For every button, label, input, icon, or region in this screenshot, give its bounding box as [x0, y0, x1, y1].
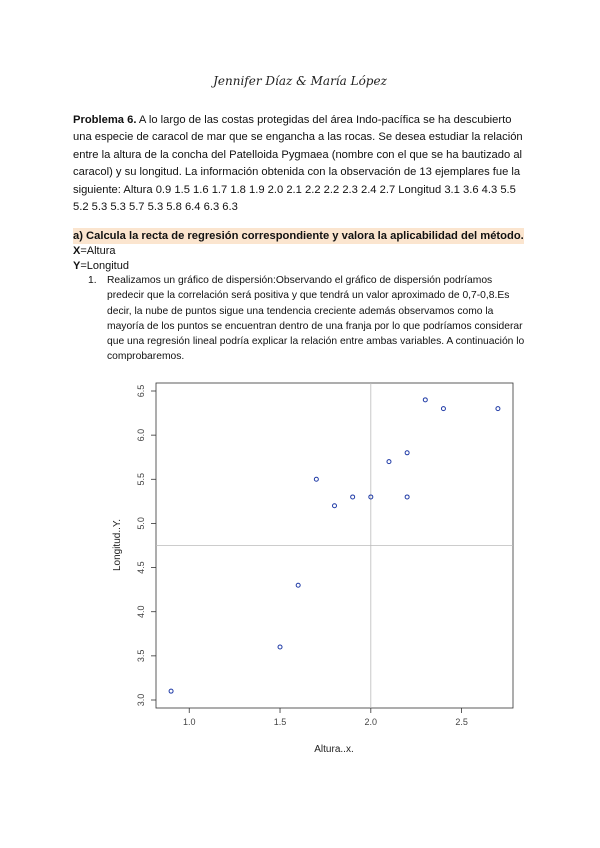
variable-y-key: Y	[73, 260, 81, 272]
list-item-text: Realizamos un gráfico de dispersión:Observando el gráfico de dispersión podríamos predecir que la correlación será positiva y que tendrá un valor aproximado de 0,7-0,8.Es decir, la nube de puntos sigue una tendencia creciente además observamos como la mayoría de los puntos se encuentran dentro de una franja por lo que podríamos considerar que una regresión lineal podría explicar la relación entre ambas variables. A continuación lo comprobaremos.	[107, 275, 525, 363]
x-tick-label: 1.5	[273, 717, 287, 727]
x-tick-label: 1.0	[182, 717, 196, 727]
y-tick-label: 3.5	[136, 649, 146, 663]
list-item-number: 1.	[88, 275, 97, 286]
y-tick-label: 5.5	[136, 473, 146, 486]
y-axis-label: Longitud..Y.	[112, 518, 123, 572]
data-point	[296, 583, 300, 587]
data-point	[314, 477, 318, 481]
x-tick-label: 2.5	[455, 717, 468, 727]
y-tick-label: 4.0	[136, 605, 146, 618]
x-axis-label: Altura..x.	[314, 744, 354, 755]
variable-x-value: =Altura	[80, 245, 116, 257]
y-tick-label: 3.0	[136, 693, 146, 707]
problem-text: A lo largo de las costas protegidas del área Indo-pacífica se ha descubierto una especie de caracol de mar que se engancha a las rocas. Se desea estudiar la relación entre la altura de la concha del Patelloida Pygmaea (nombre con el que se ha bautizado al caracol) y su longitud. La información obtenida con la observación de 13 ejemplares fue la siguiente: Altura 0.9 1.5 1.6 1.7 1.8 1.9 2.0 2.1 2.2 2.2 2.3 2.4 2.7 Longitud 3.1 3.6 4.3 5.5 5.2 5.3 5.3 5.7 5.3 5.8 6.4 6.3 6.3	[73, 114, 523, 214]
author-header: Jennifer Díaz & María López	[213, 74, 387, 88]
data-point	[405, 495, 409, 499]
y-tick-label: 5.0	[136, 517, 146, 530]
data-point	[333, 504, 337, 508]
data-point	[278, 645, 282, 649]
y-tick-label: 4.5	[136, 561, 146, 574]
variable-y-value: =Longitud	[80, 260, 129, 272]
data-point	[351, 495, 355, 499]
variable-x-key: X	[73, 245, 81, 257]
data-point	[387, 460, 391, 464]
data-point	[405, 451, 409, 455]
data-point	[496, 407, 500, 411]
data-point	[169, 689, 173, 693]
x-tick-label: 2.0	[364, 717, 378, 727]
y-tick-label: 6.0	[136, 428, 146, 442]
data-point	[441, 407, 445, 411]
y-tick-label: 6.5	[136, 384, 146, 398]
data-point	[423, 398, 427, 402]
problem-label: Problema 6.	[73, 114, 137, 126]
section-a-title: a) Calcula la recta de regresión correspondiente y valora la aplicabilidad del método.	[73, 230, 524, 242]
